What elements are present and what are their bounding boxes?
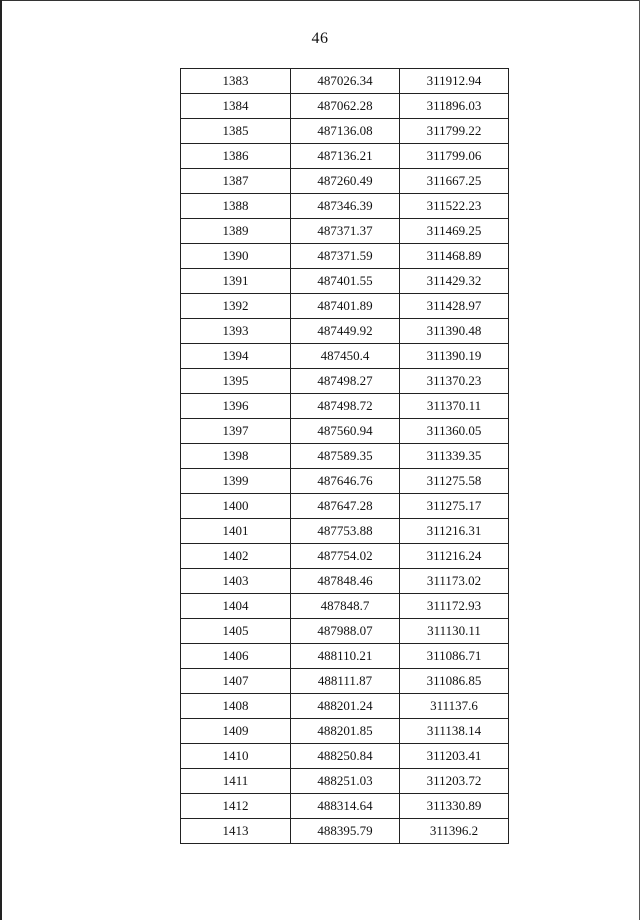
page-number: 46 — [311, 30, 329, 47]
x-coordinate-cell: 487449.92 — [291, 319, 400, 344]
table-row — [181, 294, 509, 319]
point-number-cell: 1407 — [181, 669, 291, 694]
y-coordinate-cell: 311896.03 — [400, 94, 509, 119]
y-coordinate-cell: 311799.22 — [400, 119, 509, 144]
y-coordinate-cell: 311428.97 — [400, 294, 509, 319]
x-coordinate-cell: 488110.21 — [291, 644, 400, 669]
y-coordinate-cell: 311203.72 — [400, 769, 509, 794]
coordinates-table — [180, 68, 509, 844]
point-number-cell: 1401 — [181, 519, 291, 544]
x-coordinate-cell: 487026.34 — [291, 69, 400, 94]
x-coordinate-cell: 487260.49 — [291, 169, 400, 194]
y-coordinate-cell: 311370.23 — [400, 369, 509, 394]
point-number-cell: 1396 — [181, 394, 291, 419]
x-coordinate-cell: 487136.08 — [291, 119, 400, 144]
table-row — [181, 819, 509, 844]
y-coordinate-cell: 311390.19 — [400, 344, 509, 369]
point-number-cell: 1390 — [181, 244, 291, 269]
x-coordinate-cell: 488201.85 — [291, 719, 400, 744]
point-number-cell: 1408 — [181, 694, 291, 719]
table-row — [181, 344, 509, 369]
x-coordinate-cell: 488201.24 — [291, 694, 400, 719]
table-row — [181, 419, 509, 444]
y-coordinate-cell: 311667.25 — [400, 169, 509, 194]
table-row — [181, 619, 509, 644]
table-row — [181, 744, 509, 769]
point-number-cell: 1413 — [181, 819, 291, 844]
point-number-cell: 1398 — [181, 444, 291, 469]
x-coordinate-cell: 487346.39 — [291, 194, 400, 219]
x-coordinate-cell: 487062.28 — [291, 94, 400, 119]
y-coordinate-cell: 311370.11 — [400, 394, 509, 419]
x-coordinate-cell: 487450.4 — [291, 344, 400, 369]
y-coordinate-cell: 311469.25 — [400, 219, 509, 244]
point-number-cell: 1412 — [181, 794, 291, 819]
table-row — [181, 94, 509, 119]
point-number-cell: 1400 — [181, 494, 291, 519]
table-row — [181, 694, 509, 719]
point-number-cell: 1405 — [181, 619, 291, 644]
y-coordinate-cell: 311912.94 — [400, 69, 509, 94]
point-number-cell: 1403 — [181, 569, 291, 594]
y-coordinate-cell: 311468.89 — [400, 244, 509, 269]
x-coordinate-cell: 487647.28 — [291, 494, 400, 519]
point-number-cell: 1386 — [181, 144, 291, 169]
table-row — [181, 494, 509, 519]
point-number-cell: 1388 — [181, 194, 291, 219]
table-row — [181, 319, 509, 344]
y-coordinate-cell: 311275.58 — [400, 469, 509, 494]
point-number-cell: 1393 — [181, 319, 291, 344]
point-number-cell: 1399 — [181, 469, 291, 494]
y-coordinate-cell: 311360.05 — [400, 419, 509, 444]
table-row — [181, 569, 509, 594]
table-row — [181, 594, 509, 619]
coordinates-table-body — [181, 69, 509, 844]
table-row — [181, 394, 509, 419]
x-coordinate-cell: 487754.02 — [291, 544, 400, 569]
y-coordinate-cell: 311086.85 — [400, 669, 509, 694]
page-edge-top — [0, 0, 640, 1]
y-coordinate-cell: 311330.89 — [400, 794, 509, 819]
y-coordinate-cell: 311137.6 — [400, 694, 509, 719]
table-row — [181, 794, 509, 819]
table-row — [181, 219, 509, 244]
point-number-cell: 1383 — [181, 69, 291, 94]
table-row — [181, 719, 509, 744]
x-coordinate-cell: 488111.87 — [291, 669, 400, 694]
point-number-cell: 1411 — [181, 769, 291, 794]
x-coordinate-cell: 487848.46 — [291, 569, 400, 594]
table-row — [181, 69, 509, 94]
point-number-cell: 1385 — [181, 119, 291, 144]
point-number-cell: 1409 — [181, 719, 291, 744]
y-coordinate-cell: 311203.41 — [400, 744, 509, 769]
point-number-cell: 1402 — [181, 544, 291, 569]
point-number-cell: 1410 — [181, 744, 291, 769]
y-coordinate-cell: 311275.17 — [400, 494, 509, 519]
y-coordinate-cell: 311522.23 — [400, 194, 509, 219]
x-coordinate-cell: 488395.79 — [291, 819, 400, 844]
x-coordinate-cell: 487498.72 — [291, 394, 400, 419]
y-coordinate-cell: 311396.2 — [400, 819, 509, 844]
y-coordinate-cell: 311339.35 — [400, 444, 509, 469]
table-row — [181, 269, 509, 294]
table-row — [181, 194, 509, 219]
table-row — [181, 119, 509, 144]
point-number-cell: 1397 — [181, 419, 291, 444]
table-row — [181, 519, 509, 544]
x-coordinate-cell: 487136.21 — [291, 144, 400, 169]
y-coordinate-cell: 311138.14 — [400, 719, 509, 744]
x-coordinate-cell: 487646.76 — [291, 469, 400, 494]
y-coordinate-cell: 311130.11 — [400, 619, 509, 644]
point-number-cell: 1391 — [181, 269, 291, 294]
x-coordinate-cell: 487753.88 — [291, 519, 400, 544]
point-number-cell: 1389 — [181, 219, 291, 244]
point-number-cell: 1394 — [181, 344, 291, 369]
point-number-cell: 1384 — [181, 94, 291, 119]
table-row — [181, 544, 509, 569]
y-coordinate-cell: 311429.32 — [400, 269, 509, 294]
table-row — [181, 444, 509, 469]
y-coordinate-cell: 311390.48 — [400, 319, 509, 344]
table-row — [181, 669, 509, 694]
point-number-cell: 1392 — [181, 294, 291, 319]
point-number-cell: 1387 — [181, 169, 291, 194]
x-coordinate-cell: 487848.7 — [291, 594, 400, 619]
x-coordinate-cell: 488251.03 — [291, 769, 400, 794]
x-coordinate-cell: 487560.94 — [291, 419, 400, 444]
table-row — [181, 144, 509, 169]
table-row — [181, 769, 509, 794]
y-coordinate-cell: 311799.06 — [400, 144, 509, 169]
x-coordinate-cell: 487988.07 — [291, 619, 400, 644]
x-coordinate-cell: 488250.84 — [291, 744, 400, 769]
table-row — [181, 469, 509, 494]
table-row — [181, 644, 509, 669]
x-coordinate-cell: 488314.64 — [291, 794, 400, 819]
page-edge-left — [0, 0, 2, 920]
table-row — [181, 244, 509, 269]
x-coordinate-cell: 487371.37 — [291, 219, 400, 244]
x-coordinate-cell: 487401.55 — [291, 269, 400, 294]
point-number-cell: 1395 — [181, 369, 291, 394]
y-coordinate-cell: 311086.71 — [400, 644, 509, 669]
x-coordinate-cell: 487401.89 — [291, 294, 400, 319]
table-row — [181, 169, 509, 194]
y-coordinate-cell: 311173.02 — [400, 569, 509, 594]
x-coordinate-cell: 487371.59 — [291, 244, 400, 269]
point-number-cell: 1406 — [181, 644, 291, 669]
point-number-cell: 1404 — [181, 594, 291, 619]
y-coordinate-cell: 311172.93 — [400, 594, 509, 619]
y-coordinate-cell: 311216.24 — [400, 544, 509, 569]
table-row — [181, 369, 509, 394]
x-coordinate-cell: 487589.35 — [291, 444, 400, 469]
x-coordinate-cell: 487498.27 — [291, 369, 400, 394]
y-coordinate-cell: 311216.31 — [400, 519, 509, 544]
